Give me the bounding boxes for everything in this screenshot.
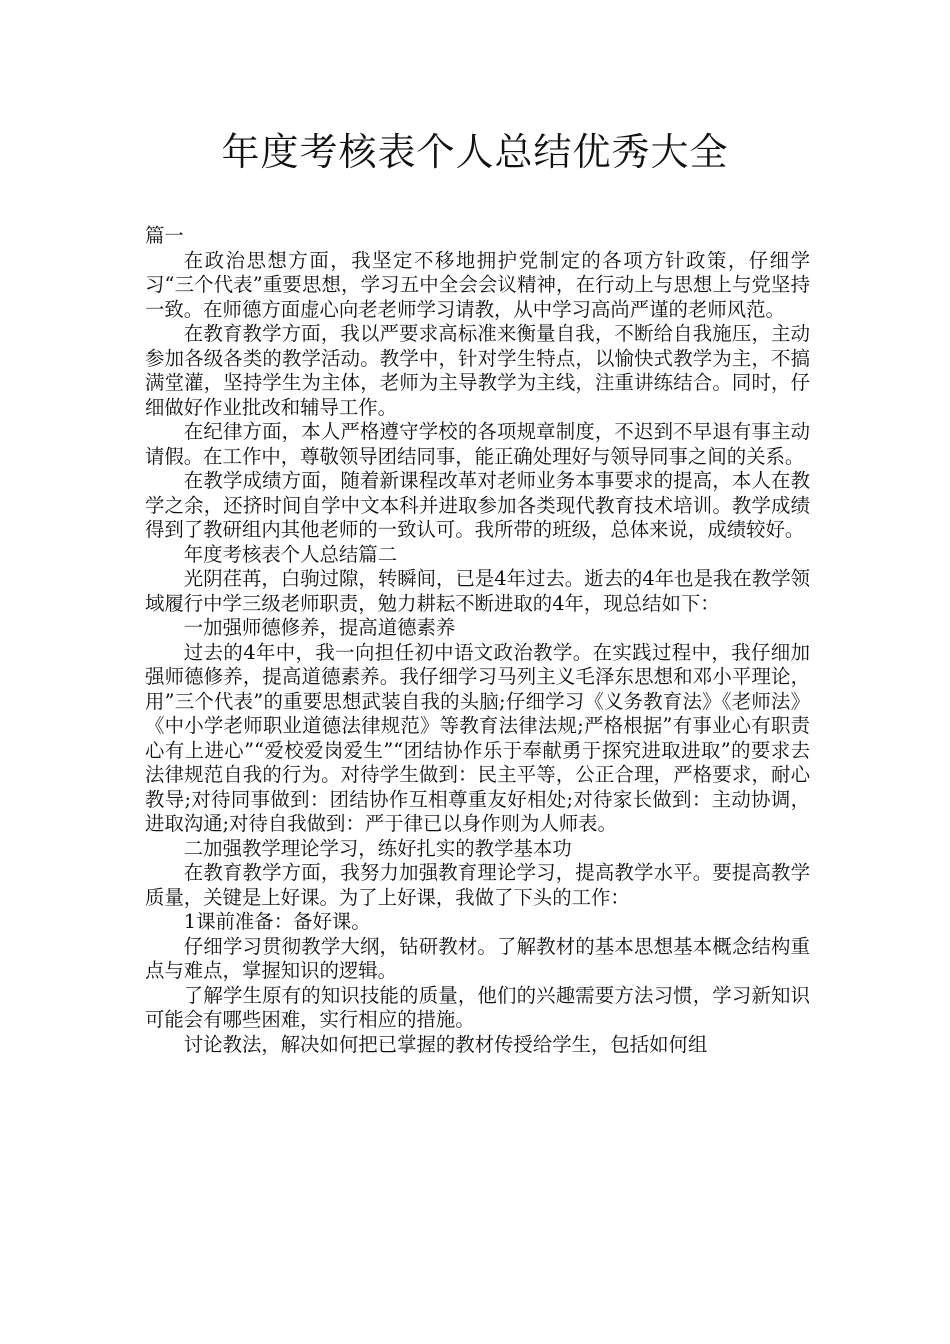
- document-body: [145, 224, 810, 1057]
- paragraph: 在教学成绩方面，随着新课程改革对老师业务本事要求的提高，本人在教学之余，还挤时间自学中文本科并进取参加各类现代教育技术培训。教学成绩得到了教研组内其他老师的一致认可。我所带的班级，总体来说，成绩较好。: [145, 469, 810, 541]
- paragraph: 仔细学习贯彻教学大纲，钻研教材。了解教材的基本思想基本概念结构重点与难点，掌握知识的逻辑。: [145, 934, 810, 982]
- paragraph: 过去的4年中，我一向担任初中语文政治教学。在实践过程中，我仔细加强师德修养，提高道德素养。我仔细学习马列主义毛泽东思想和邓小平理论，用”三个代表”的重要思想武装自我的头脑;仔细学习《义务教育法》《老师法》《中小学老师职业道德法律规范》等教育法律法规;严格根据”有事业心有职责心有上进心”“爱校爱岗爱生”“团结协作乐于奉献勇于探究进取进取”的要求去法律规范自我的行为。对待学生做到：民主平等，公正合理，严格要求，耐心教导;对待同事做到：团结协作互相尊重友好相处;对待家长做到：主动协调，进取沟通;对待自我做到：严于律已以身作则为人师表。: [145, 640, 810, 835]
- document-title: 年度考核表个人总结优秀大全: [221, 130, 729, 174]
- section-heading: 篇一: [145, 224, 184, 247]
- paragraph: 1课前准备：备好课。: [183, 910, 371, 933]
- paragraph: 在纪律方面，本人严格遵守学校的各项规章制度，不迟到不早退有事主动请假。在工作中，尊敬领导团结同事，能正确处理好与领导同事之间的关系。: [145, 420, 810, 468]
- section-heading: 一加强师德修养，提高道德素养: [183, 616, 456, 639]
- paragraph: 了解学生原有的知识技能的质量，他们的兴趣需要方法习惯，学习新知识可能会有哪些困难，实行相应的措施。: [145, 983, 810, 1031]
- paragraph: 在教育教学方面，我以严要求高标准来衡量自我，不断给自我施压，主动参加各级各类的教学活动。教学中，针对学生特点，以愉快式教学为主，不搞满堂灌，坚持学生为主体，老师为主导教学为主线，注重讲练结合。同时，仔细做好作业批改和辅导工作。: [145, 322, 810, 419]
- paragraph: 在教育教学方面，我努力加强教育理论学习，提高教学水平。要提高教学质量，关键是上好课。为了上好课，我做了下头的工作：: [145, 861, 810, 909]
- paragraph: 讨论教法，解决如何把已掌握的教材传授给学生，包括如何组: [183, 1032, 708, 1056]
- section-heading: 二加强教学理论学习，练好扎实的教学基本功: [183, 836, 572, 860]
- paragraph: 光阴荏苒，白驹过隙，转瞬间，已是4年过去。逝去的4年也是我在教学领域履行中学三级老师职责，勉力耕耘不断进取的4年，现总结如下：: [145, 567, 810, 615]
- section-heading: 年度考核表个人总结篇二: [183, 542, 398, 566]
- paragraph: 在政治思想方面，我坚定不移地拥护党制定的各项方针政策，仔细学习“三个代表”重要思想，学习五中全会会议精神，在行动上与思想上与党坚持一致。在师德方面虚心向老老师学习请教，从中学习高尚严谨的老师风范。: [145, 248, 810, 321]
